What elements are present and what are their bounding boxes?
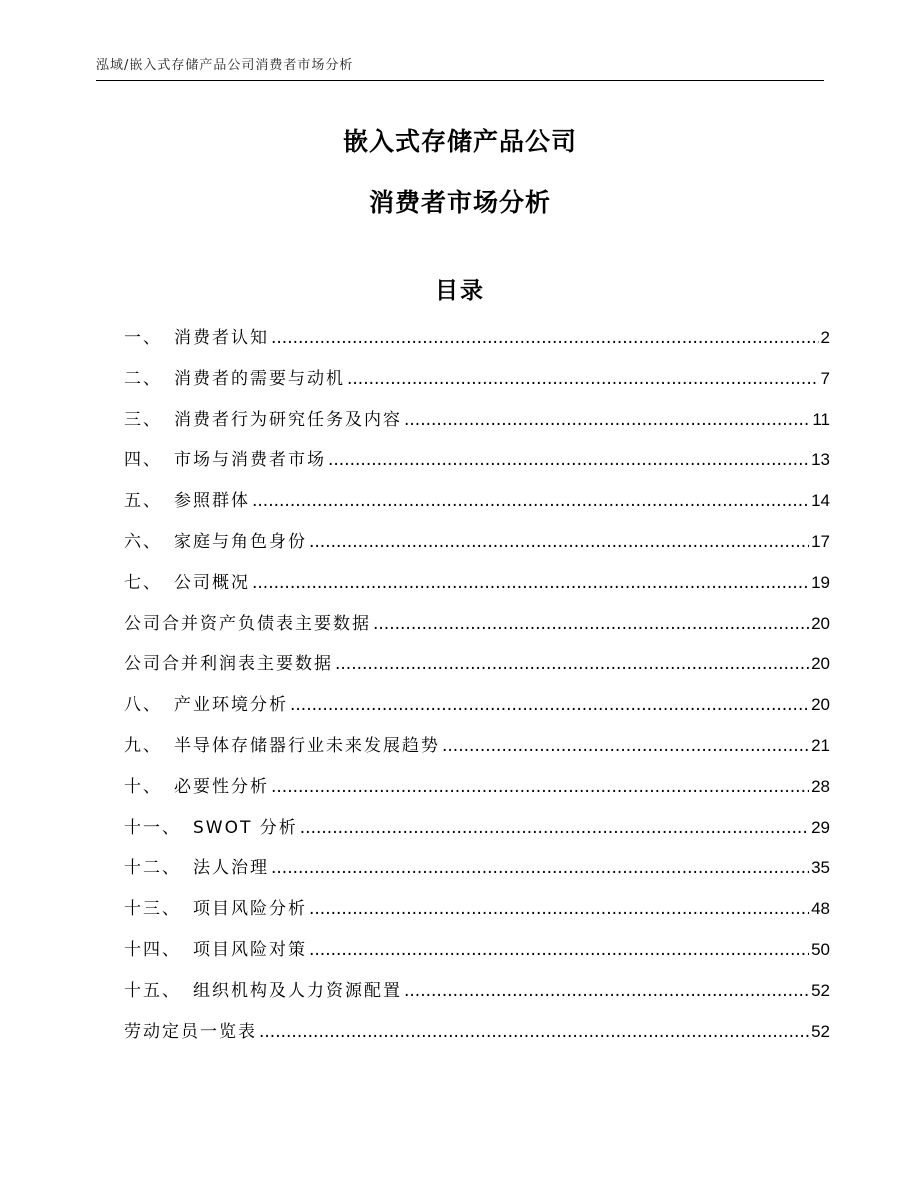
toc-entry-label: 消费者认知 bbox=[174, 328, 269, 348]
toc-entry[interactable] bbox=[124, 361, 830, 402]
toc-entry-page: 21 bbox=[811, 735, 830, 755]
toc-entry-label: 劳动定员一览表 bbox=[124, 1021, 257, 1042]
toc-entry-label: 消费者行为研究任务及内容 bbox=[174, 409, 402, 430]
toc-entry-page: 20 bbox=[811, 654, 830, 674]
header-divider bbox=[96, 80, 824, 81]
toc-entry-number: 十二、 bbox=[124, 858, 181, 879]
toc-entry-page: 50 bbox=[811, 939, 830, 959]
toc-entry-page: 20 bbox=[811, 613, 830, 633]
toc-entry-label: 半导体存储器行业未来发展趋势 bbox=[174, 735, 440, 756]
toc-dot-leader bbox=[328, 442, 809, 478]
toc-entry[interactable] bbox=[124, 646, 830, 687]
toc-entry-number: 四、 bbox=[124, 450, 162, 471]
toc-entry[interactable] bbox=[124, 606, 830, 647]
toc-dot-leader bbox=[252, 483, 809, 519]
toc-dot-leader bbox=[335, 646, 809, 682]
toc-entry-label: 项目风险对策 bbox=[193, 939, 307, 960]
toc-entry-page: 17 bbox=[811, 531, 830, 551]
toc-entry-label: 组织机构及人力资源配置 bbox=[193, 980, 402, 1001]
toc-entry-label: 公司概况 bbox=[174, 572, 250, 593]
toc-entry[interactable] bbox=[124, 810, 830, 851]
toc-dot-leader bbox=[271, 769, 809, 805]
toc-entry-label: SWOT 分析 bbox=[193, 817, 298, 838]
toc-entry-label: 产业环境分析 bbox=[174, 695, 288, 716]
toc-entry[interactable] bbox=[124, 932, 830, 973]
toc-entry[interactable] bbox=[124, 769, 830, 810]
toc-entry-page: 7 bbox=[820, 368, 830, 388]
toc-entry-number: 一、 bbox=[124, 328, 162, 348]
toc-entry-page: 28 bbox=[811, 776, 830, 796]
toc-entry[interactable] bbox=[124, 1014, 830, 1055]
toc-dot-leader bbox=[309, 524, 809, 560]
toc-entry-label: 公司合并资产负债表主要数据 bbox=[124, 613, 371, 634]
toc-entry-label: 家庭与角色身份 bbox=[174, 531, 307, 552]
table-of-contents bbox=[124, 320, 830, 1054]
toc-entry-page: 20 bbox=[811, 695, 830, 715]
toc-entry-label: 市场与消费者市场 bbox=[174, 450, 326, 471]
toc-entry[interactable] bbox=[124, 891, 830, 932]
toc-entry-page: 11 bbox=[812, 409, 830, 429]
toc-entry-number: 七、 bbox=[124, 572, 162, 593]
toc-entry-page: 14 bbox=[811, 491, 830, 511]
toc-dot-leader bbox=[347, 361, 819, 397]
toc-entry[interactable] bbox=[124, 483, 830, 524]
toc-entry-page: 52 bbox=[811, 980, 830, 1000]
toc-entry-label: 法人治理 bbox=[193, 858, 269, 879]
toc-dot-leader bbox=[300, 810, 809, 846]
toc-dot-leader bbox=[404, 402, 810, 438]
toc-entry-number: 五、 bbox=[124, 491, 162, 512]
toc-entry[interactable] bbox=[124, 728, 830, 769]
toc-entry-number: 三、 bbox=[124, 409, 162, 430]
toc-entry[interactable] bbox=[124, 320, 830, 361]
toc-entry-number: 十五、 bbox=[124, 980, 181, 1001]
toc-entry-page: 2 bbox=[820, 328, 830, 347]
toc-entry-label: 参照群体 bbox=[174, 491, 250, 512]
toc-dot-leader bbox=[271, 320, 819, 356]
toc-dot-leader bbox=[271, 850, 809, 886]
toc-entry-number: 八、 bbox=[124, 695, 162, 716]
toc-dot-leader bbox=[259, 1014, 809, 1050]
toc-heading: 目录 bbox=[435, 278, 485, 304]
toc-dot-leader bbox=[373, 606, 809, 642]
toc-entry[interactable] bbox=[124, 687, 830, 728]
toc-entry-number: 二、 bbox=[124, 368, 162, 389]
toc-entry-number: 十四、 bbox=[124, 939, 181, 960]
toc-entry-number: 九、 bbox=[124, 735, 162, 756]
toc-entry-page: 29 bbox=[811, 817, 830, 837]
toc-entry-page: 19 bbox=[811, 572, 830, 592]
toc-entry-number: 十一、 bbox=[124, 817, 181, 838]
toc-dot-leader bbox=[442, 728, 809, 764]
toc-entry[interactable] bbox=[124, 565, 830, 606]
toc-entry-label: 消费者的需要与动机 bbox=[174, 368, 345, 389]
toc-entry[interactable] bbox=[124, 524, 830, 565]
toc-entry[interactable] bbox=[124, 973, 830, 1014]
toc-entry[interactable] bbox=[124, 402, 830, 443]
toc-entry[interactable] bbox=[124, 442, 830, 483]
toc-entry-page: 13 bbox=[811, 450, 830, 470]
toc-dot-leader bbox=[309, 891, 809, 927]
toc-dot-leader bbox=[309, 932, 809, 968]
toc-entry-label: 必要性分析 bbox=[174, 776, 269, 797]
toc-entry-number: 十、 bbox=[124, 776, 162, 797]
toc-dot-leader bbox=[252, 565, 809, 601]
toc-entry[interactable] bbox=[124, 850, 830, 891]
toc-entry-number: 六、 bbox=[124, 531, 162, 552]
toc-entry-number: 十三、 bbox=[124, 899, 181, 920]
toc-dot-leader bbox=[290, 687, 809, 723]
toc-dot-leader bbox=[404, 973, 809, 1009]
document-title-line-1: 嵌入式存储产品公司 bbox=[342, 127, 577, 156]
toc-entry-label: 项目风险分析 bbox=[193, 899, 307, 920]
toc-entry-label: 公司合并利润表主要数据 bbox=[124, 654, 333, 675]
toc-entry-page: 35 bbox=[811, 858, 830, 878]
toc-entry-page: 52 bbox=[811, 1021, 830, 1041]
running-header: 泓域/嵌入式存储产品公司消费者市场分析 bbox=[96, 58, 354, 73]
document-title-line-2: 消费者市场分析 bbox=[368, 188, 551, 217]
toc-entry-page: 48 bbox=[811, 899, 830, 919]
